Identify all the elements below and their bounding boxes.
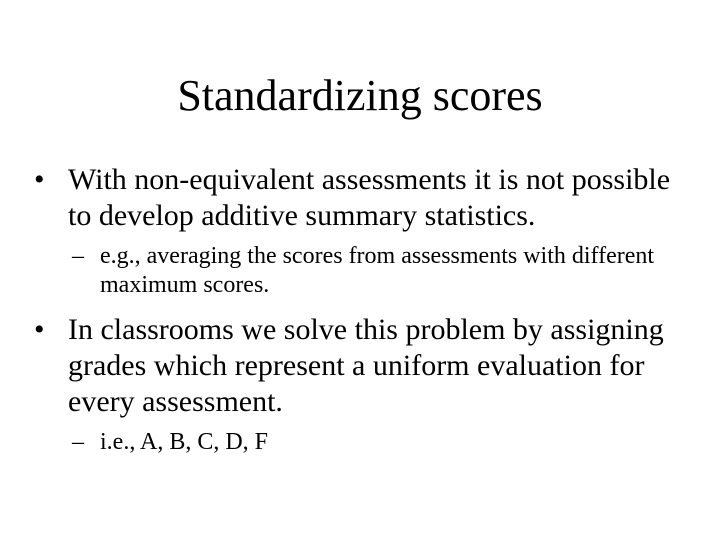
bullet-marker: • (34, 163, 45, 196)
sub-bullet-item (30, 428, 690, 457)
sub-bullet-item (30, 242, 690, 300)
bullet-item (30, 312, 690, 420)
bullet-item (30, 162, 690, 234)
bullet-list (30, 162, 690, 469)
bullet-text: With non-equivalent assessments it is not possible to develop additive summary statistics. (68, 163, 671, 232)
bullet-text: In classrooms we solve this problem by assigning grades which represent a uniform evaluation for every assessment. (68, 313, 664, 418)
bullet-marker: • (34, 313, 45, 346)
sub-bullet-marker: – (72, 243, 84, 269)
slide-title: Standardizing scores (177, 71, 543, 120)
sub-bullet-marker: – (72, 429, 84, 455)
sub-bullet-text: e.g., averaging the scores from assessments with different maximum scores. (100, 243, 655, 298)
sub-bullet-text: i.e., A, B, C, D, F (100, 429, 269, 455)
